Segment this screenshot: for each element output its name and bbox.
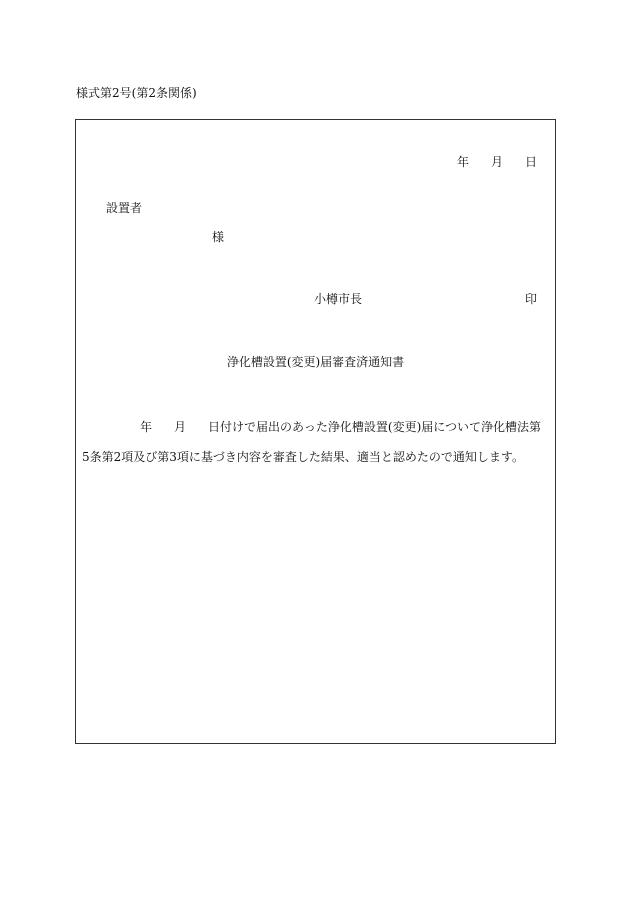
date-month-label: 月: [490, 155, 503, 169]
seal-mark: 印: [524, 292, 537, 306]
document-title: 浄化槽設置(変更)届審査済通知書: [226, 355, 405, 369]
date-day-label: 日: [524, 155, 537, 169]
applicant-label: 設置者: [106, 201, 143, 215]
body-month-label: 月: [174, 420, 187, 434]
form-number-label: 様式第2号(第2条関係): [76, 86, 197, 100]
honorific-label: 様: [212, 230, 225, 244]
notice-body: [82, 412, 548, 472]
document-frame: [75, 119, 556, 744]
body-year-label: 年: [140, 420, 153, 434]
issuer-name: 小樽市長: [314, 292, 363, 306]
body-text: 日付けで届出のあった浄化槽設置(変更)届について浄化槽法第5条第2項及び第3項に基づき内容を審査した結果、適当と認めたので通知します。: [82, 420, 542, 464]
date-line: [457, 153, 537, 170]
date-year-label: 年: [456, 155, 469, 169]
